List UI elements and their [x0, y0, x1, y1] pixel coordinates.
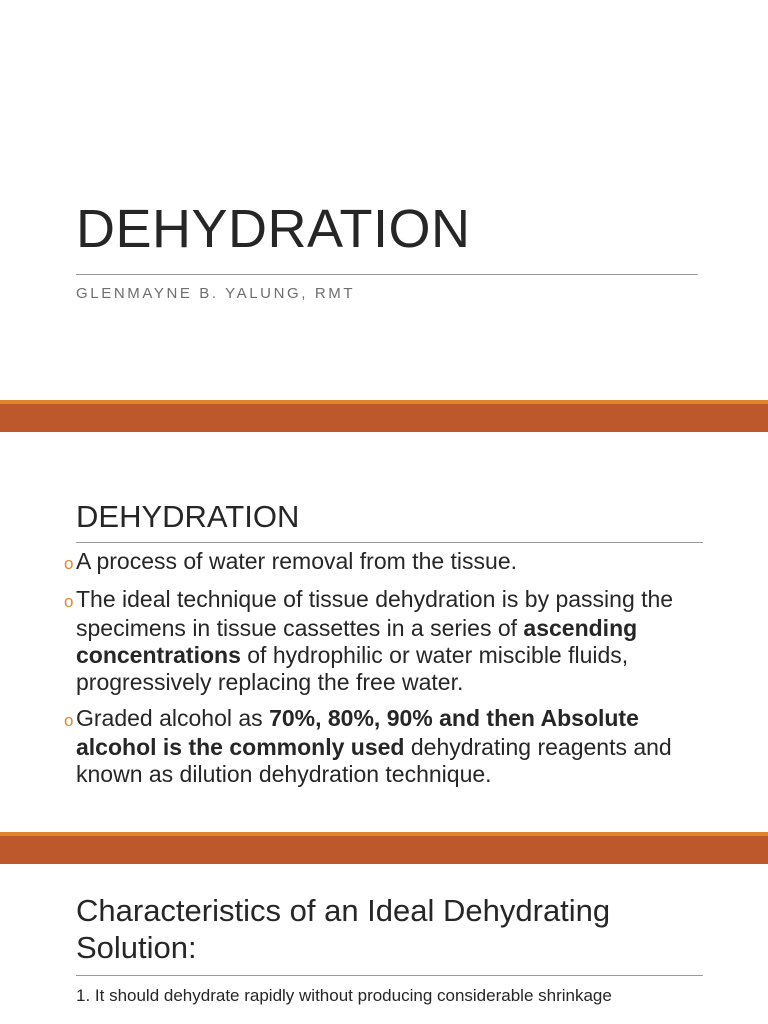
title-slide — [0, 0, 768, 400]
bullet-circle-icon: o — [64, 554, 74, 573]
numbered-list — [76, 984, 716, 1008]
content-slide-dehydration — [0, 432, 768, 832]
bullet-text: A process of water removal from the tissue. — [76, 548, 518, 574]
bullet-circle-icon: o — [64, 592, 74, 611]
slide-separator-bar — [0, 400, 768, 432]
slide-separator-bar — [0, 832, 768, 864]
separator-highlight — [0, 832, 768, 836]
slide-title: DEHYDRATION — [76, 199, 471, 259]
bullet-text: Graded alcohol as — [76, 705, 270, 731]
bullet-list — [64, 548, 706, 797]
content-slide-characteristics — [0, 864, 768, 1024]
bullet-circle-icon: o — [64, 711, 74, 730]
title-divider-line — [76, 274, 698, 275]
separator-highlight — [0, 400, 768, 404]
bullet-item — [64, 705, 706, 788]
bullet-text: dehydrating reagents and known as dilution dehydration technique. — [76, 734, 672, 787]
bullet-item — [64, 548, 706, 577]
bullet-bold-text: ascending concentrations — [76, 615, 638, 668]
heading-divider-line — [76, 975, 703, 976]
heading-divider-line — [76, 542, 703, 543]
list-item: 1. It should dehydrate rapidly without producing considerable shrinkage — [76, 986, 612, 1005]
bullet-text: The ideal technique of tissue dehydration is by passing the specimens in tissue cassettes in a series of — [76, 586, 674, 641]
bullet-bold-text: 70%, 80%, 90% and then Absolute alcohol is the commonly used — [76, 705, 639, 760]
bullet-item — [64, 586, 706, 696]
bullet-text: of hydrophilic or water miscible fluids, progressively replacing the free water. — [76, 642, 629, 695]
author-subtitle: GLENMAYNE B. YALUNG, RMT — [76, 285, 356, 302]
slide-heading: DEHYDRATION — [76, 499, 300, 534]
slide-heading: Characteristics of an Ideal Dehydrating Solution: — [76, 893, 611, 966]
